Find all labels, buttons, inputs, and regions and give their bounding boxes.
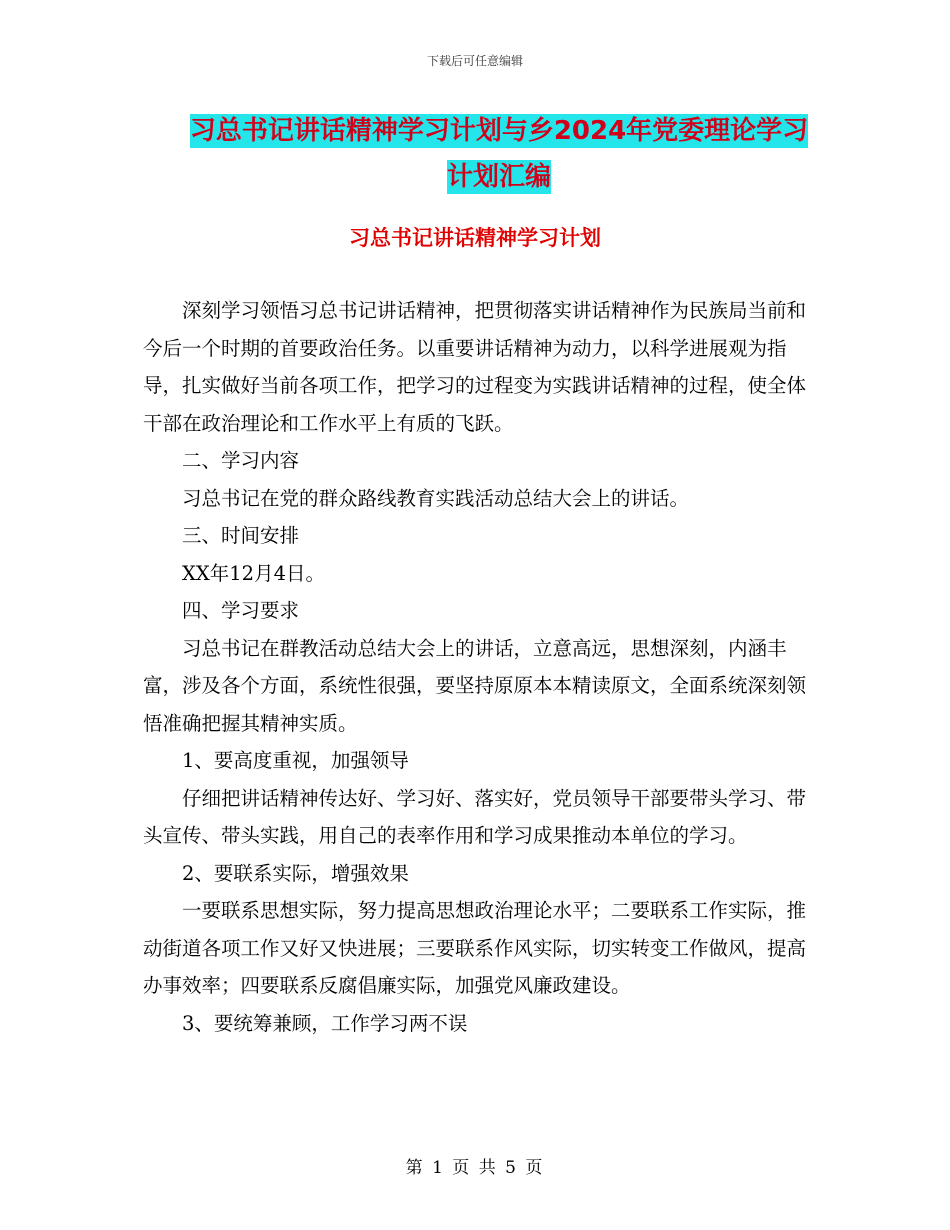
heading-study-content: 二、学习内容 (182, 449, 300, 472)
body-paragraph: 一要联系思想实际，努力提高思想政治理论水平；二要联系工作实际，推动街道各项工作又好又快进展；三要联系作风实际，切实转变工作做风，提高办事效率；四要联系反腐倡廉实际，加强党风廉政建设。 (143, 899, 807, 997)
document-body (143, 292, 809, 1042)
heading-requirements: 四、学习要求 (182, 599, 300, 622)
section-title: 习总书记讲话精神学习计划 (349, 226, 601, 250)
body-paragraph: 深刻学习领悟习总书记讲话精神，把贯彻落实讲话精神作为民族局当前和今后一个时期的首要政治任务。以重要讲话精神为动力，以科学进展观为指导，扎实做好当前各项工作，把学习的过程变为实践讲话精神的过程，使全体干部在政治理论和工作水平上有质的飞跃。 (143, 299, 807, 435)
header-note: 下载后可任意编辑 (426, 54, 523, 68)
subheading-1: 1、要高度重视，加强领导 (182, 749, 409, 772)
body-paragraph: XX年12月4日。 (182, 561, 325, 585)
document-title-line2: 计划汇编 (446, 162, 551, 192)
body-paragraph: 仔细把讲话精神传达好、学习好、落实好，党员领导干部要带头学习、带头宣传、带头实践，用自己的表率作用和学习成果推动本单位的学习。 (143, 786, 807, 847)
body-paragraph: 习总书记在党的群众路线教育实践活动总结大会上的讲话。 (182, 486, 690, 510)
document-title (140, 108, 858, 200)
heading-schedule: 三、时间安排 (182, 524, 300, 547)
document-title-line1: 习总书记讲话精神学习计划与乡2024年党委理论学习 (189, 116, 809, 146)
subheading-2: 2、要联系实际，增强效果 (182, 861, 409, 885)
page-number-footer: 第 1 页 共 5 页 (405, 1158, 545, 1178)
subheading-3: 3、要统筹兼顾，工作学习两不误 (182, 1011, 468, 1035)
body-paragraph: 习总书记在群教活动总结大会上的讲话，立意高远，思想深刻，内涵丰富，涉及各个方面，系统性很强，要坚持原原本本精读原文，全面系统深刻领悟准确把握其精神实质。 (143, 636, 807, 735)
